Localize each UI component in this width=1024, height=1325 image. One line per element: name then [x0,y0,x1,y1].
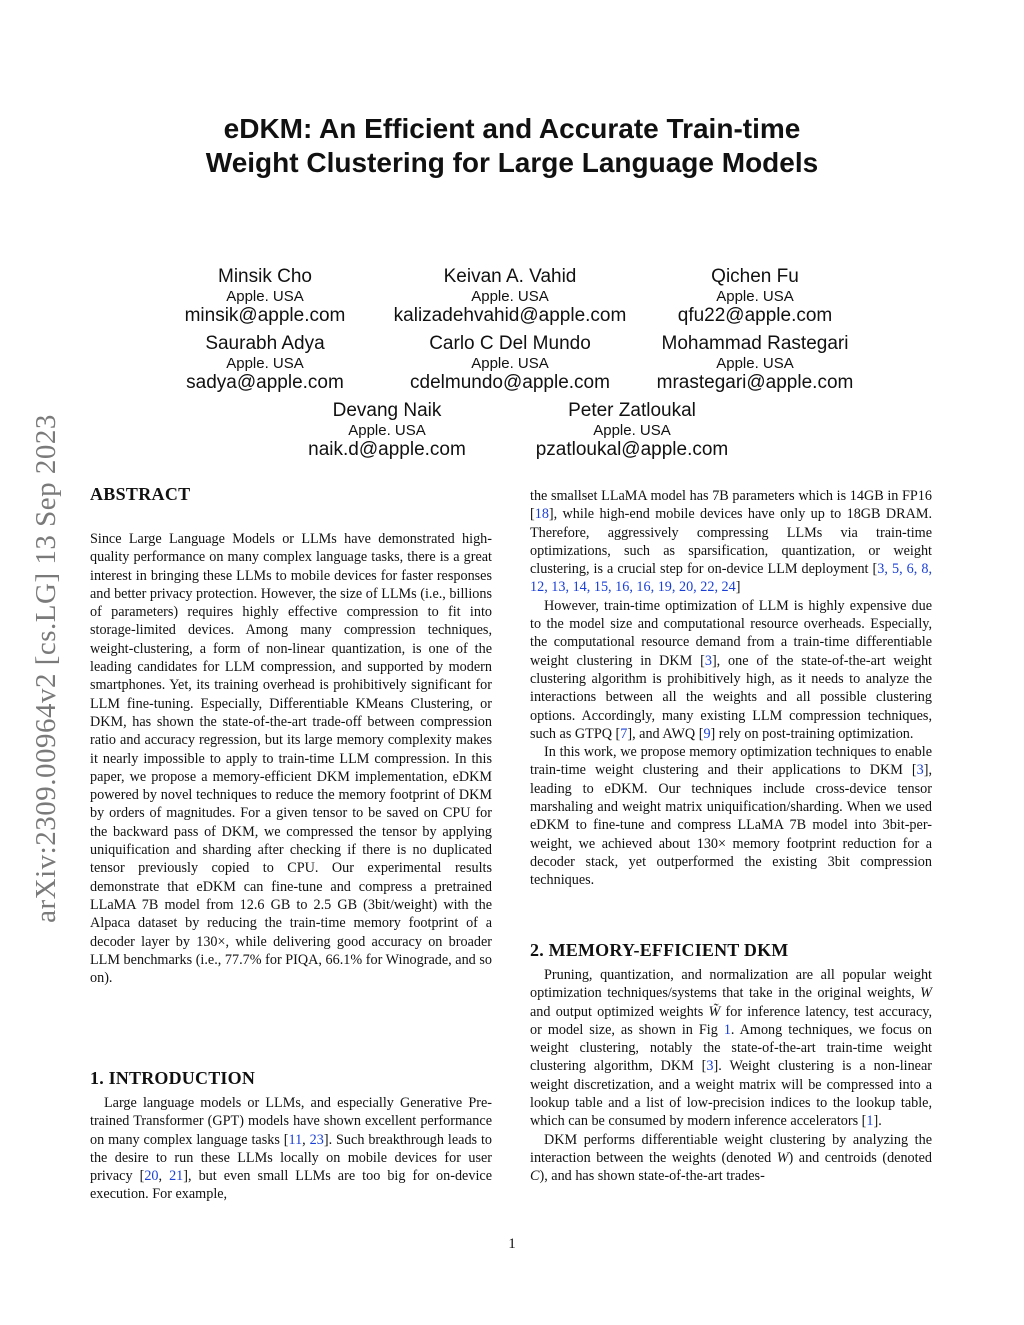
text-run: ], but even small LLMs are too big for on-device execution. For example, [90,1168,492,1203]
title-line-2: Weight Clustering for Large Language Models [205,147,819,178]
author-email: pzatloukal@apple.com [535,439,729,460]
citation-link[interactable]: 11 [288,1131,303,1148]
arxiv-id-text: arXiv:2309.00964v2 [cs.LG] 13 Sep 2023 [29,413,62,923]
author-affiliation: Apple. USA [593,422,671,439]
author-email: kalizadehvahid@apple.com [393,305,627,326]
title-line-1: eDKM: An Efficient and Accurate Train-time [223,113,801,144]
body-paragraph [530,743,932,889]
introduction-paragraph: Large language models or LLMs, and especially Generative Pre-trained Transformer (GPT) models have shown excellent performance on many complex language tasks [11, 23]. Such breakthrough leads to the desire to run these LLMs locally on mobile devices for user privacy [20, 21], but even small LLMs are too big for on-device execution. For example, [90,1095,493,1203]
math-symbol: W̃ [708,1003,721,1020]
citation-link[interactable]: 21 [169,1168,184,1185]
author-name: Peter Zatloukal [568,400,696,421]
text-run: However, train-time optimization of LLM is highly expensive due to the model size and computational resource overheads. Especially, the computational resource demand from a train-time differentiable weight clustering in DKM [ [530,597,932,669]
math-symbol: W [920,985,932,1002]
author-email: sadya@apple.com [186,372,344,393]
author-affiliation: Apple. USA [471,355,549,372]
text-run: ], leading to eDKM. Our techniques include cross-device tensor marshaling and weight matrix uniquification/sharding. When we used eDKM to fine-tune and compress LLaMA 7B model into 3bit-per-weight, we achieved about 130× memory footprint reduction for a decoder stack, yet outperformed the existing 3bit compression techniques. [530,762,932,889]
text-run: ] rely on post-training optimization. [710,725,914,742]
body-paragraph [530,597,932,743]
author-email: naik.d@apple.com [308,439,466,460]
abstract-heading: ABSTRACT [90,484,191,504]
body-paragraph [530,966,932,1131]
math-symbol: C [530,1168,540,1185]
text-run: ), and has shown state-of-the-art trades- [539,1168,765,1185]
introduction-body [90,1094,492,1204]
author-affiliation: Apple. USA [716,288,794,305]
author-block [140,266,390,327]
page-number: 1 [508,1236,516,1252]
introduction-heading: 1. INTRODUCTION [90,1068,256,1088]
text-run: ], while high-end mobile devices have only up to 18GB DRAM. Therefore, aggressively compressing LLMs via train-time optimizations, such as sparsification, quantization, or weight clustering, is a crucial step for on-device LLM deployment [ [530,506,932,578]
author-name: Carlo C Del Mundo [429,333,591,354]
abstract-body [90,530,492,987]
author-affiliation: Apple. USA [716,355,794,372]
text-run: ]. [873,1113,882,1130]
text-run: and output optimized weights [530,1003,709,1020]
citation-link[interactable]: 3 [706,1058,714,1075]
author-email: minsik@apple.com [184,305,346,326]
text-run: DKM performs differentiable weight clustering by analyzing the interaction between the weights (denoted [530,1131,932,1166]
author-block [385,266,635,327]
body-paragraph [530,1131,932,1186]
text-run: ]. Weight clustering is a non-linear weight discretization, and a weight matrix will be compressed into a lookup table and a list of low-precision indices to the lookup table, which can be consumed by modern inference accelerators [ [530,1058,932,1130]
body-paragraph [530,487,932,597]
author-block [385,333,635,394]
author-block [630,333,880,394]
figure-link[interactable]: 1 [723,1021,731,1038]
text-run: . Among techniques, we focus on weight clustering, notably the state-of-the-art train-time weight clustering algorithm, DKM [ [530,1021,932,1075]
author-email: qfu22@apple.com [677,305,833,326]
author-name: Qichen Fu [711,266,799,287]
text-run: for inference latency, test accuracy, or model size, as shown in Fig [530,1003,932,1038]
math-symbol: W [776,1149,789,1166]
author-block [507,400,757,461]
arxiv-identifier-stamp [16,368,76,968]
author-name: Minsik Cho [218,266,312,287]
section-2-heading: 2. MEMORY-EFFICIENT DKM [530,940,789,960]
citation-link[interactable]: 23 [309,1131,324,1148]
citation-link[interactable]: 1 [866,1113,874,1130]
citation-link-group[interactable]: 3, 5, 6, 8, 12, 13, 14, 15, 16, 16, 19, 20, 22, 24 [530,561,932,596]
author-name: Keivan A. Vahid [443,266,577,287]
right-column-body [530,487,932,890]
text-run: Large language models or LLMs, and especially Generative Pre-trained Transformer (GPT) models have shown excellent performance on many complex language tasks [ [90,1095,492,1148]
author-block [262,400,512,461]
text-run: the smallset LLaMA model has 7B parameters which is 14GB in FP16 [ [530,488,932,523]
author-block [630,266,880,327]
text-run: ] [735,579,741,596]
author-name: Saurabh Adya [205,333,325,354]
section-2-body [530,966,932,1186]
text-run: ], and AWQ [ [627,725,704,742]
author-affiliation: Apple. USA [348,422,426,439]
citation-link[interactable]: 7 [620,725,628,742]
author-email: mrastegari@apple.com [656,372,854,393]
author-affiliation: Apple. USA [226,355,304,372]
text-run: ]. Such breakthrough leads to the desire to run these LLMs locally on mobile devices for user privacy [ [90,1131,493,1185]
author-affiliation: Apple. USA [471,288,549,305]
author-affiliation: Apple. USA [226,288,304,305]
text-run: ], one of the state-of-the-art weight clustering algorithm is prohibitively high, as it needs to analyze the interactions between all the weights and all possible clustering options. Accordingly, many existing LLM compression techniques, such as GTPQ [ [530,652,932,742]
paper-title [120,112,904,180]
author-block [140,333,390,394]
text-run: In this work, we propose memory optimization techniques to enable train-time weight clustering and their applications to DKM [ [530,744,932,779]
citation-link[interactable]: 18 [534,506,549,523]
author-name: Mohammad Rastegari [661,333,849,354]
citation-link[interactable]: 9 [703,725,711,742]
citation-link[interactable]: 3 [704,652,712,669]
author-email: cdelmundo@apple.com [410,372,610,393]
text-run: Pruning, quantization, and normalization are all popular weight optimization techniques/systems that take in the original weights, [530,967,932,1002]
text-run: ) and centroids (denoted [788,1149,932,1166]
abstract-text: Since Large Language Models or LLMs have demonstrated high-quality performance on many complex language tasks, there is a great interest in bringing these LLMs to mobile devices for faster responses and better privacy protection. However, the size of LLMs (i.e., billions of parameters) requires highly effective compression to fit into storage-limited devices. Among many compression techniques, weight-clustering, a form of non-linear quantization, is one of the leading candidates for LLM compression, and supported by modern smartphones. Yet, its training overhead is prohibitively significant for LLM fine-tuning. Especially, Differentiable KMeans Clustering, or DKM, has shown the state-of-the-art trade-off between compression ratio and accuracy regression, but its large memory complexity makes it nearly impossible to apply to train-time LLM compression. In this paper, we propose a memory-efficient DKM implementation, eDKM powered by novel techniques to reduce the memory footprint of DKM by orders of magnitudes. For a given tensor to be saved on CPU for the backward pass of DKM, we compressed the tensor by applying uniquification and sharding after checking if there is no duplicated tensor previously copied to CPU. Our experimental results demonstrate that eDKM can fine-tune and compress a pretrained LLaMA 7B model from 12.6 GB to 2.5 GB (3bit/weight) with the Alpaca dataset by reducing the train-time memory footprint of a decoder layer by 130×, while delivering good accuracy on broader LLM benchmarks (i.e., 77.7% for PIQA, 66.1% for Winograde, and so on). [90,531,492,987]
citation-link[interactable]: 3 [916,762,924,779]
citation-link[interactable]: 20 [144,1168,159,1185]
author-name: Devang Naik [332,400,442,421]
